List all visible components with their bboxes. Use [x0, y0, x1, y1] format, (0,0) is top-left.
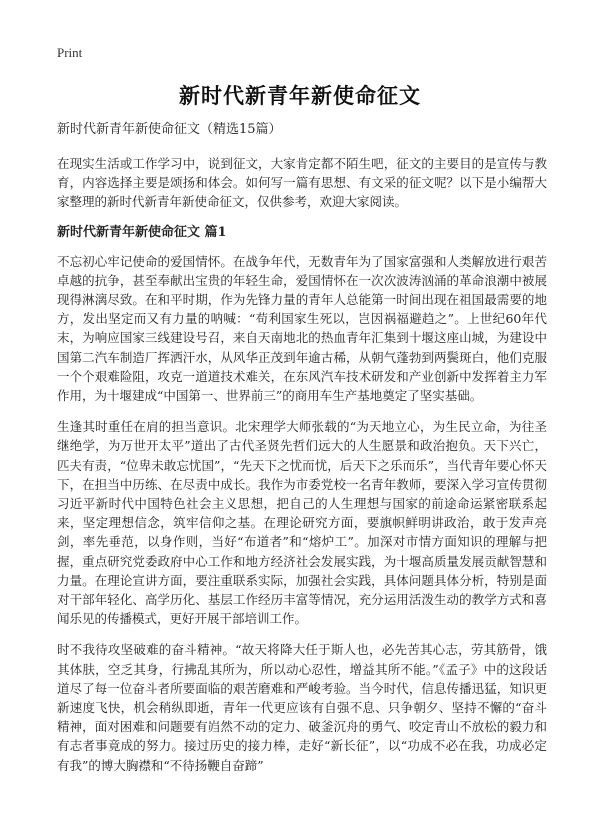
section-title: 新时代新青年新使命征文 篇1 [57, 224, 227, 240]
print-label[interactable]: Print [57, 45, 83, 60]
body-paragraph-2: 生逢其时重任在肩的担当意识。北宋理学大师张载的“为天地立心，为生民立命，为往圣继绝学，为万世开太平”道出了古代圣贤先哲们远大的人生愿景和政治抱负。天下兴亡，匹夫有责，“位卑未敢忘忧国”，“先天下之忧而忧，后天下之乐而乐”，当代青年要心怀天下，在担当中历练、在尽责中成长。我作为市委党校一名青年教师，要深入学习宣传贯彻习近平新时代中国特色社会主义思想，把自己的人生理想与国家的前途命运紧密联系起来，坚定理想信念，筑牢信仰之基。在理论研究方面，要旗帜鲜明讲政治，敢于发声亮剑，率先垂范，以身作则，当好“布道者”和“熔炉工”。加深对市情方面知识的理解与把握，重点研究党委政府中心工作和地方经济社会发展实践，为十堰高质量发展贡献智慧和力量。在理论宣讲方面，要注重联系实际，加强社会实践，具体问题具体分析，特别是面对干部年轻化、高学历化、基层工作经历丰富等情况，充分运用活泼生动的教学方式和喜闻乐见的传播模式，更好开展干部培训工作。 [57, 419, 547, 627]
document-body [57, 121, 547, 787]
document-subtitle: 新时代新青年新使命征文（精选15篇） [57, 122, 282, 137]
body-paragraph-1: 不忘初心牢记使命的爱国情怀。在战争年代，无数青年为了国家富强和人类解放进行艰苦卓越的抗争，甚至奉献出宝贵的年轻生命，爱国情怀在一次次波涛汹涌的革命浪潮中被展现得淋漓尽致。在和平时期，作为先锋力量的青年人总能第一时间出现在祖国最需要的地方，发出坚定而又有力量的呐喊：“苟利国家生死以，岂因祸福避趋之”。上世纪60年代末，为响应国家三线建设号召，来自天南地北的热血青年汇集到十堰这座山城，为建设中国第二汽车制造厂挥洒汗水，从风华正茂到年逾古稀，从朝气蓬勃到两鬓斑白，他们克服一个个艰难险阻，攻克一道道技术难关，在东风汽车技术研发和产业创新中发挥着主力军作用，为十堰建成“中国第一、世界前三”的商用车生产基地奠定了坚实基础。 [57, 253, 547, 404]
intro-paragraph: 在现实生活或工作学习中，说到征文，大家肯定都不陌生吧，征文的主要目的是宣传与教育，内容选择主要是颂扬和体会。如何写一篇有思想、有文采的征文呢？以下是小编帮大家整理的新时代新青年新使命征文，仅供参考，欢迎大家阅读。 [57, 156, 547, 210]
document-title: 新时代新青年新使命征文 [179, 83, 421, 108]
body-paragraph-3: 时不我待攻坚破难的奋斗精神。“故天将降大任于斯人也，必先苦其心志，劳其筋骨，饿其体肤，空乏其身，行拂乱其所为，所以动心忍性，增益其所不能。”《孟子》中的这段话道尽了每一位奋斗者所要面临的艰苦磨难和严峻考验。当今时代，信息传播迅猛，知识更新速度飞快，机会稍纵即逝，青年一代更应该有自强不息、只争朝夕、坚持不懈的“奋斗精神，面对困难和问题要有岿然不动的定力、破釜沉舟的勇气、咬定青山不放松的毅力和有志者事竟成的努力。接过历史的接力棒，走好“新长征”，以“功成不必在我，功成必定有我”的博大胸襟和“不待扬鞭自奋蹄” [57, 642, 547, 773]
